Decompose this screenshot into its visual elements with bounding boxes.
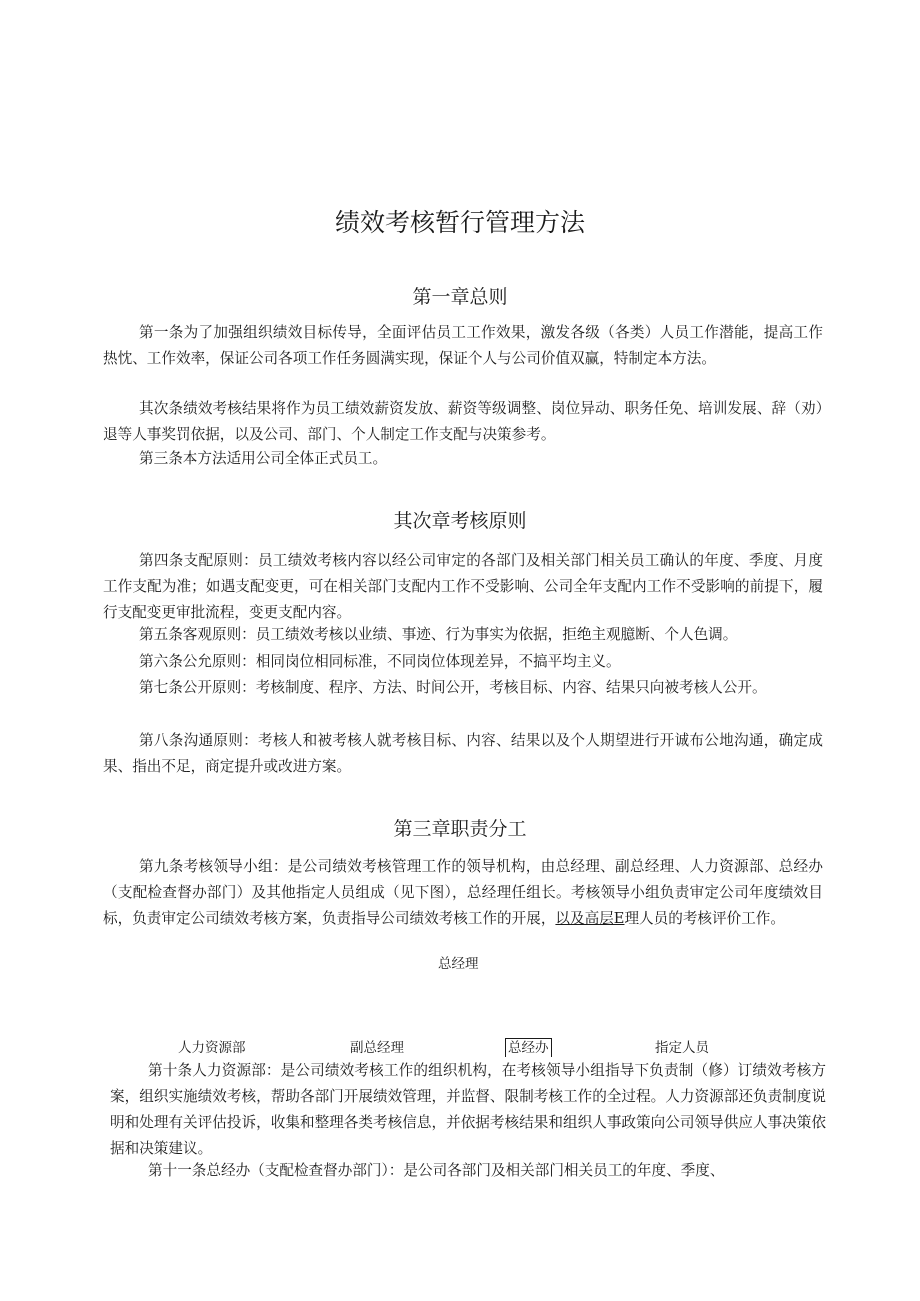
chapter-3-heading: 第三章职责分工 bbox=[393, 818, 527, 840]
article-3: 第三条本方法适用公司全体正式员工。 bbox=[139, 450, 388, 467]
article-4: 第四条支配原则：员工绩效考核内容以经公司审定的各部门及相关部门相关员工确认的年度、季度、月度工作支配为准；如遇支配变更，可在相关部门支配内工作不受影响、公司全年支配内工作不受影响的前提下，履行支配变更审批流程，变更支配内容。 bbox=[103, 552, 823, 621]
article-1: 第一条为了加强组织绩效目标传导，全面评估员工工作效果，激发各级（各类）人员工作潜能，提高工作热忱、工作效率，保证公司各项工作任务圆满实现，保证个人与公司价值双赢，特制定本方法。 bbox=[103, 324, 823, 367]
article-9-tail: 理人员的考核评价工作。 bbox=[624, 910, 785, 927]
chapter-1-heading: 第一章总则 bbox=[412, 286, 508, 308]
article-9-main: 第九条考核领导小组：是公司绩效考核管理工作的领导机构，由总经理、副总经理、人力资源部、总经办（支配检查督办部门）及其他指定人员组成（见下图），总经理任组长。考核领导小组负责审定公司年度绩效目标，负责审定公司绩效考核方案，负责指导公司绩效考核工作的开展， bbox=[103, 858, 823, 927]
article-11: 第十一条总经办（支配检查督办部门）：是公司各部门及相关部门相关员工的年度、季度、 bbox=[148, 1162, 725, 1179]
article-2: 其次条绩效考核结果将作为员工绩效薪资发放、薪资等级调整、岗位异动、职务任免、培训发展、辞（劝）退等人事奖罚依据，以及公司、部门、个人制定工作支配与决策参考。 bbox=[103, 400, 823, 443]
article-7: 第七条公开原则：考核制度、程序、方法、时间公开，考核目标、内容、结果只向被考核人公开。 bbox=[139, 679, 767, 696]
chapter-2-heading: 其次章考核原则 bbox=[393, 510, 527, 532]
article-9 bbox=[103, 854, 823, 932]
org-node-general-manager: 总经理 bbox=[438, 956, 479, 972]
article-8: 第八条沟通原则：考核人和被考核人就考核目标、内容、结果以及个人期望进行开诚布公地沟通，确定成果、指出不足，商定提升或改进方案。 bbox=[103, 732, 823, 775]
org-node-hr-department: 人力资源部 bbox=[178, 1040, 246, 1056]
org-node-designated-staff: 指定人员 bbox=[655, 1040, 709, 1056]
document-title: 绩效考核暂行管理方法 bbox=[334, 208, 585, 237]
article-10: 第十条人力资源部：是公司绩效考核工作的组织机构，在考核领导小组指导下负责制（修）订绩效考核方案，组织实施绩效考核，帮助各部门开展绩效管理，并监督、限制考核工作的全过程。人力资源部还负责制度说明和处理有关评估投诉，收集和整理各类考核信息，并依据考核结果和组织人事政策向公司领导供应人事决策依据和决策建议。 bbox=[110, 1062, 826, 1157]
article-9-underlined: 以及高层E bbox=[555, 910, 625, 927]
article-5: 第五条客观原则：员工绩效考核以业绩、事迹、行为事实为依据，拒绝主观臆断、个人色调。 bbox=[139, 626, 738, 643]
article-6: 第六条公允原则：相同岗位相同标准，不同岗位体现差异，不搞平均主义。 bbox=[139, 653, 621, 670]
org-node-deputy-manager: 副总经理 bbox=[350, 1040, 404, 1056]
org-node-general-office: 总经办 bbox=[505, 1038, 552, 1057]
